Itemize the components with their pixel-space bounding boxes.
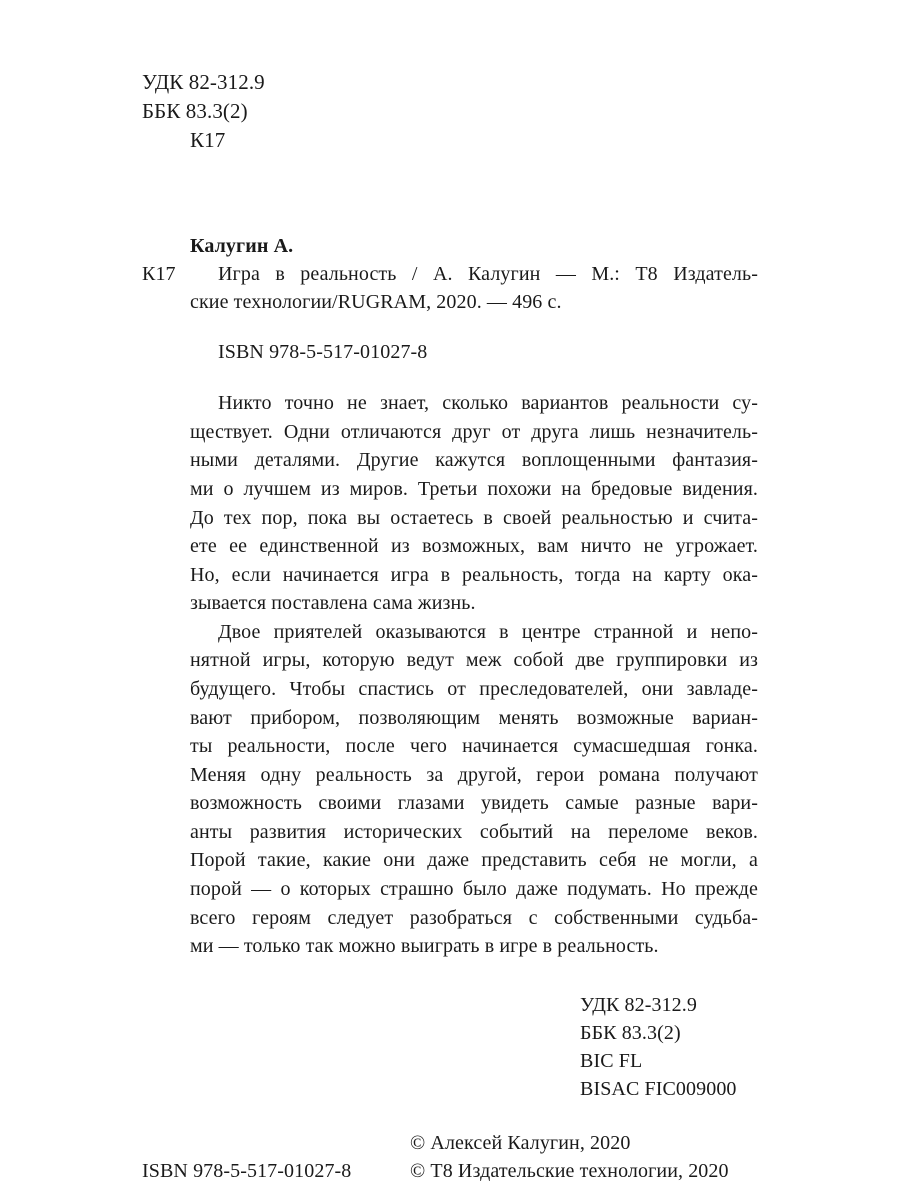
annotation-line: ми о лучшем из миров. Третьи похожи на бредовые видения. [190,478,758,500]
annotation-line: До тех пор, пока вы остаетесь в своей реальностью и счита- [190,507,758,529]
annotation-line: будущего. Чтобы спастись от преследователей, они завладе- [190,678,758,700]
annotation-line: Порой такие, какие они даже представить себя не могли, а [190,849,758,871]
annotation-line: возможность своими глазами увидеть самые разные вари- [190,792,758,814]
author-name: Калугин А. [190,235,294,257]
annotation-line: нятной игры, которую ведут меж собой две группировки из [190,649,758,671]
annotation-line: вают прибором, позволяющим менять возможные вариан- [190,707,758,729]
annotation-line: порой — о которых страшно было даже подумать. Но прежде [190,878,758,900]
catalog-author-sign: К17 [142,263,176,285]
annotation-line: Но, если начинается игра в реальность, тогда на карту ока- [190,564,758,586]
catalog-description-line: ские технологии/RUGRAM, 2020. — 496 с. [190,291,562,313]
annotation-line: анты развития исторических событий на переломе веков. [190,821,758,843]
author-sign: К17 [190,128,226,152]
copyright-publisher: © Т8 Издательские технологии, 2020 [410,1160,729,1182]
bisac-code: BISAC FIC009000 [580,1078,737,1100]
annotation-line: Никто точно не знает, сколько вариантов реальности су- [218,392,758,414]
annotation-line: ты реальности, после чего начинается сумасшедшая гонка. [190,735,758,757]
udk-code: УДК 82-312.9 [142,70,265,94]
annotation-line: Двое приятелей оказываются в центре странной и непо- [218,621,758,643]
bbk-code: ББК 83.3(2) [142,99,248,123]
copyright-author: © Алексей Калугин, 2020 [410,1132,631,1154]
udk-code-bottom: УДК 82-312.9 [580,994,697,1016]
annotation-line: ществует. Одни отличаются друг от друга лишь незначитель- [190,421,758,443]
annotation-line: зывается поставлена сама жизнь. [190,592,476,614]
catalog-isbn: ISBN 978-5-517-01027-8 [218,341,428,363]
bic-code: BIC FL [580,1050,643,1072]
annotation-line: ете ее единственной из возможных, вам ничто не угрожает. [190,535,758,557]
catalog-description-line: Игра в реальность / А. Калугин — М.: Т8 Издатель- [218,263,758,285]
annotation-line: всего героям следует разобраться с собственными судьба- [190,907,758,929]
annotation-line: ми — только так можно выиграть в игре в реальность. [190,935,659,957]
bbk-code-bottom: ББК 83.3(2) [580,1022,681,1044]
annotation-line: Меняя одну реальность за другой, герои романа получают [190,764,758,786]
annotation-line: ными деталями. Другие кажутся воплощенными фантазия- [190,449,758,471]
footer-isbn: ISBN 978-5-517-01027-8 [142,1160,352,1182]
